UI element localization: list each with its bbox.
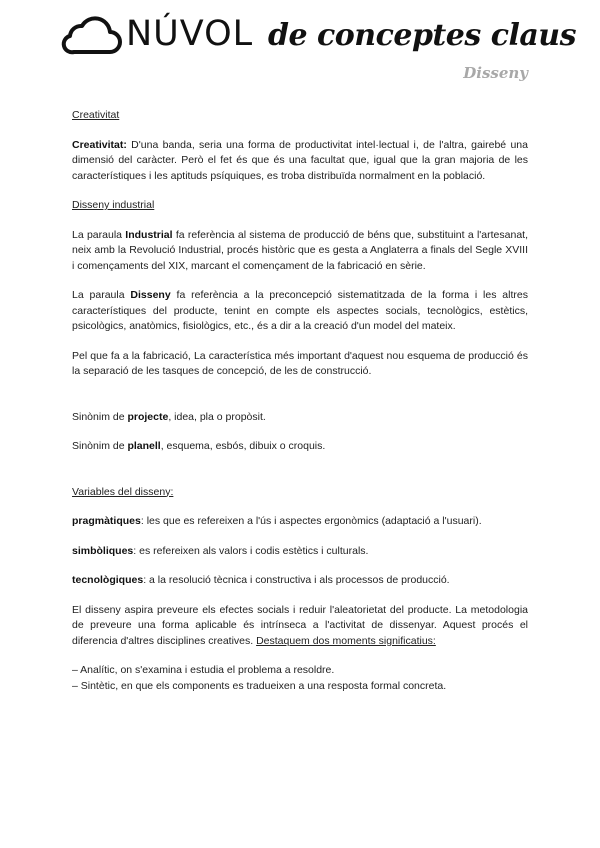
- syn1-pre: Sinònim de: [72, 410, 128, 423]
- paragraph-metodologia: [72, 603, 528, 650]
- section-heading-variables: Variables del disseny:: [72, 485, 174, 498]
- term-tecnologiques: tecnològiques: [72, 574, 144, 586]
- v1-text: : les que es refereixen a l'ús i aspectes ergonòmics (adaptació a l'usuari).: [140, 515, 482, 527]
- p1-post: fa referència al sistema de producció de béns que, substituint a l'artesanat, neix amb la Revolució Industrial, procés històric que es gesta a Anglaterra a finals del Segle XVIII i començaments del XIX, marcant el començament de la fabricació en sèrie.: [72, 228, 528, 272]
- p2-post: fa referència a la preconcepció sistematitzada de la forma i les altres característiques del producte, tenint en compte els aspectes socials, tecnològics, estètics, psicològics, anatòmics, fisiològics, etc., és a dir a la creació d'un model del mateix.: [72, 289, 528, 332]
- term-pragmatiques: pragmàtiques: [72, 515, 141, 527]
- p1-pre: La paraula: [72, 228, 126, 241]
- p2-pre: La paraula: [72, 289, 131, 301]
- moment-analitic: – Analític, on s'examina i estudia el problema a resoldre.: [72, 664, 335, 676]
- cloud-icon: [60, 14, 122, 56]
- paragraph-fabricacio: Pel que fa a la fabricació, La característica més important d'aquest nou esquema de producció és la separació de les tasques de concepció, de les de construcció.: [72, 349, 528, 377]
- term-creativitat: Creativitat:: [72, 138, 127, 151]
- v2-text: : es refereixen als valors i codis estètics i culturals.: [133, 544, 369, 557]
- subject-label: Disseny: [463, 64, 528, 82]
- metodologia-highlight: Destaquem dos moments significatius:: [256, 634, 436, 647]
- page-header: [0, 0, 600, 90]
- term-simboliques: simbòliques: [72, 544, 134, 557]
- document-body: [72, 108, 528, 694]
- syn2-post: , esquema, esbós, dibuix o croquis.: [160, 440, 326, 452]
- synonym-planell: [72, 439, 528, 455]
- moment-sintetic: – Sintètic, en que els components es tradueixen a una resposta formal concreta.: [72, 679, 447, 692]
- synonym-projecte: [72, 410, 528, 426]
- syn1-post: , idea, pla o propòsit.: [168, 410, 266, 423]
- variable-pragmatiques: [72, 514, 528, 530]
- variable-tecnologiques: [72, 573, 528, 589]
- syn2-pre: Sinònim de: [72, 440, 128, 452]
- brand-name: NÚVOL: [126, 14, 254, 54]
- term-projecte: projecte: [127, 410, 169, 423]
- creativitat-definition: [72, 138, 528, 185]
- creativitat-text: D'una banda, seria una forma de productivitat intel·lectual i, de l'altra, gairebé una dimensió del caràcter. Però el fet és que és una facultat que, igual que la gran majoria de les característiques i les aptituds psíquiques, es troba distribuïda normalment en la població.: [72, 138, 528, 182]
- section-heading-creativitat: Creativitat: [72, 109, 120, 121]
- v3-text: : a la resolució tècnica i constructiva i als processos de producció.: [143, 574, 450, 586]
- metodologia-text: El disseny aspira preveure els efectes socials i reduir l'aleatorietat del producte. La metodologia de preveure una forma aplicable és intrínseca a l'activitat de dissenyar. Aquest procés el diferencia d'altres disciplines creatives.: [72, 603, 528, 647]
- variable-simboliques: [72, 544, 528, 560]
- term-industrial: Industrial: [125, 228, 173, 241]
- brand-tagline: de conceptes claus: [268, 18, 577, 53]
- section-heading-disseny-industrial: Disseny industrial: [72, 199, 155, 211]
- term-planell: planell: [127, 440, 161, 452]
- paragraph-disseny: [72, 288, 528, 335]
- term-disseny: Disseny: [130, 289, 171, 301]
- paragraph-industrial: [72, 228, 528, 275]
